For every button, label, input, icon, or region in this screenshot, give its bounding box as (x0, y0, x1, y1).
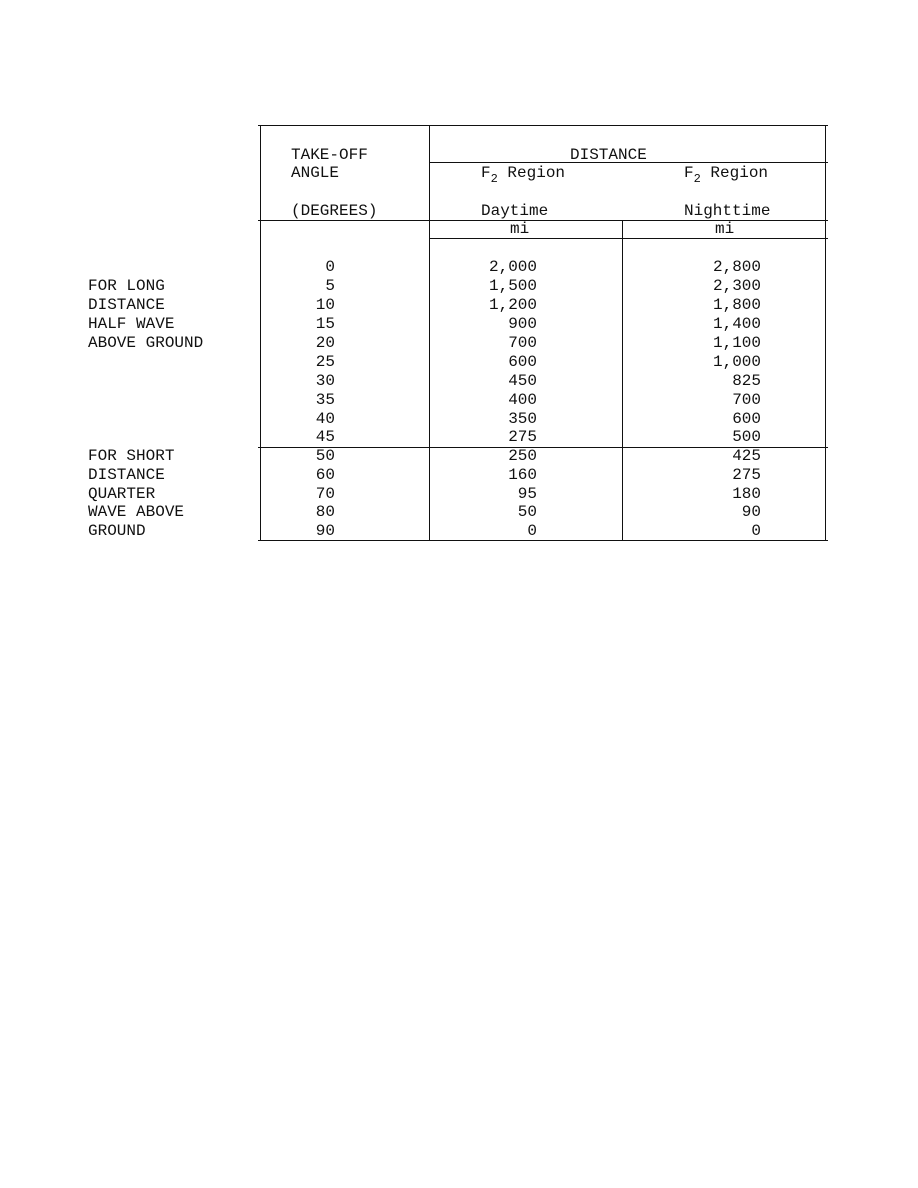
day-night-divider (622, 220, 623, 540)
day-distance-cell: 400 (508, 391, 537, 409)
day-distance-cell: 350 (508, 410, 537, 428)
day-distance-cell: 450 (508, 372, 537, 390)
night-distance-cell: 180 (732, 485, 761, 503)
day-unit: mi (510, 220, 530, 238)
angle-header-line3: (DEGREES) (291, 202, 378, 220)
group-label-line: WAVE ABOVE (88, 503, 185, 521)
group-label-line: HALF WAVE (88, 315, 175, 333)
day-distance-cell: 600 (508, 353, 537, 371)
day-distance-cell: 700 (508, 334, 537, 352)
night-time-header: Nighttime (684, 202, 771, 220)
day-region-header: $F_2$ Region (481, 164, 566, 186)
angle-header-line2: ANGLE (291, 164, 340, 182)
night-distance-cell: 0 (751, 522, 761, 540)
night-distance-cell: 90 (741, 503, 761, 521)
angle-cell: 5 (325, 277, 335, 295)
day-distance-cell: 2,000 (488, 258, 537, 276)
night-distance-cell: 1,100 (712, 334, 761, 352)
group-label-line: ABOVE GROUND (88, 334, 204, 352)
group-label-line: GROUND (88, 522, 146, 540)
day-distance-cell: 1,200 (488, 296, 537, 314)
night-distance-cell: 425 (732, 447, 761, 465)
angle-cell: 45 (315, 428, 335, 446)
group-label-line: FOR SHORT (88, 447, 175, 465)
group-label-line: FOR LONG (88, 277, 165, 295)
night-distance-cell: 1,800 (712, 296, 761, 314)
angle-cell: 60 (315, 466, 335, 484)
night-distance-cell: 700 (732, 391, 761, 409)
day-distance-cell: 0 (527, 522, 537, 540)
night-distance-cell: 825 (732, 372, 761, 390)
group-label-line: QUARTER (88, 485, 156, 503)
night-distance-cell: 1,400 (712, 315, 761, 333)
angle-cell: 15 (315, 315, 335, 333)
table-right-rule (825, 126, 826, 540)
day-time-header: Daytime (481, 202, 549, 220)
angle-distance-divider (429, 126, 430, 540)
group-label-line: DISTANCE (88, 296, 165, 314)
angle-cell: 0 (325, 258, 335, 276)
angle-cell: 25 (315, 353, 335, 371)
table-top-rule (258, 125, 828, 126)
table-left-rule (260, 126, 261, 540)
angle-cell: 35 (315, 391, 335, 409)
night-distance-cell: 1,000 (712, 353, 761, 371)
day-distance-cell: 1,500 (488, 277, 537, 295)
day-distance-cell: 250 (508, 447, 537, 465)
angle-cell: 90 (315, 522, 335, 540)
night-distance-cell: 2,300 (712, 277, 761, 295)
night-distance-cell: 600 (732, 410, 761, 428)
night-unit: mi (715, 220, 735, 238)
day-distance-cell: 160 (508, 466, 537, 484)
night-distance-cell: 500 (732, 428, 761, 446)
night-region-header: $F_2$ Region (684, 164, 769, 186)
angle-cell: 80 (315, 503, 335, 521)
angle-cell: 70 (315, 485, 335, 503)
night-distance-cell: 2,800 (712, 258, 761, 276)
angle-cell: 20 (315, 334, 335, 352)
angle-cell: 50 (315, 447, 335, 465)
angle-cell: 10 (315, 296, 335, 314)
day-distance-cell: 95 (517, 485, 537, 503)
angle-header-line1: TAKE-OFF (291, 146, 368, 164)
distance-header: DISTANCE (570, 146, 647, 164)
day-distance-cell: 900 (508, 315, 537, 333)
night-distance-cell: 275 (732, 466, 761, 484)
group-label-line: DISTANCE (88, 466, 165, 484)
day-distance-cell: 50 (517, 503, 537, 521)
day-distance-cell: 275 (508, 428, 537, 446)
angle-cell: 30 (315, 372, 335, 390)
unit-bottom-rule (430, 238, 828, 239)
angle-cell: 40 (315, 410, 335, 428)
